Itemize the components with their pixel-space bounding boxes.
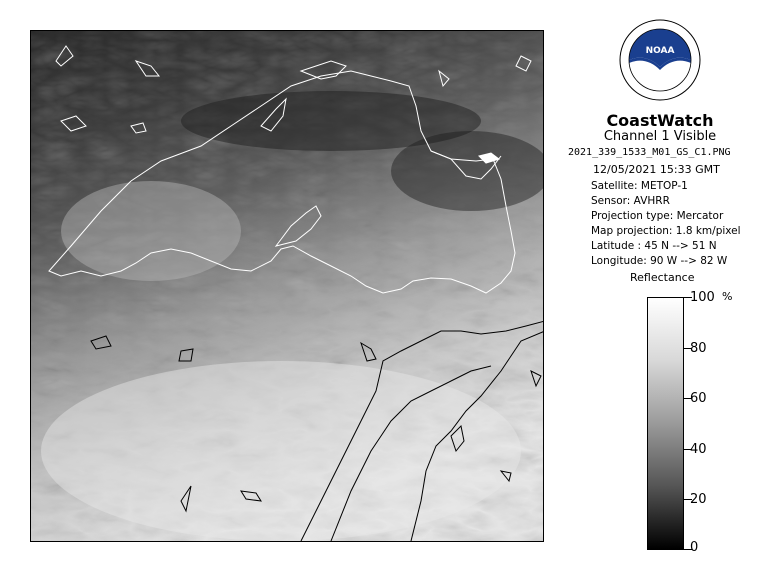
- page-title: CoastWatch: [606, 111, 714, 130]
- map-projection-label: Map projection: 1.8 km/pixel: [591, 225, 741, 237]
- colorbar-tick-label: 40: [690, 442, 707, 457]
- legend-unit: %: [722, 290, 733, 303]
- datetime-label: 12/05/2021 15:33 GMT: [593, 163, 720, 176]
- colorbar: [647, 297, 684, 550]
- noaa-logo: [619, 19, 701, 101]
- legend-title: Reflectance: [630, 271, 695, 284]
- noaa-logo-svg: [619, 19, 701, 101]
- filename-label: 2021_339_1533_M01_GS_C1.PNG: [568, 147, 731, 158]
- longitude-label: Longitude: 90 W --> 82 W: [591, 255, 728, 267]
- latitude-label: Latitude : 45 N --> 51 N: [591, 240, 717, 252]
- colorbar-tick-label: 80: [690, 341, 707, 356]
- sensor-label: Sensor: AVHRR: [591, 195, 670, 207]
- channel-label: Channel 1 Visible: [603, 129, 717, 144]
- satellite-label: Satellite: METOP-1: [591, 180, 688, 192]
- colorbar-tick-label: 60: [690, 391, 707, 406]
- satellite-image: [30, 30, 544, 542]
- colorbar-tick-label: 20: [690, 492, 707, 507]
- projection-type-label: Projection type: Mercator: [591, 210, 724, 222]
- colorbar-tick-label: 100: [690, 290, 715, 305]
- satellite-image-svg: [31, 31, 544, 542]
- colorbar-tick-label: 0: [690, 540, 699, 555]
- noaa-logo-text: NOAA: [645, 46, 675, 56]
